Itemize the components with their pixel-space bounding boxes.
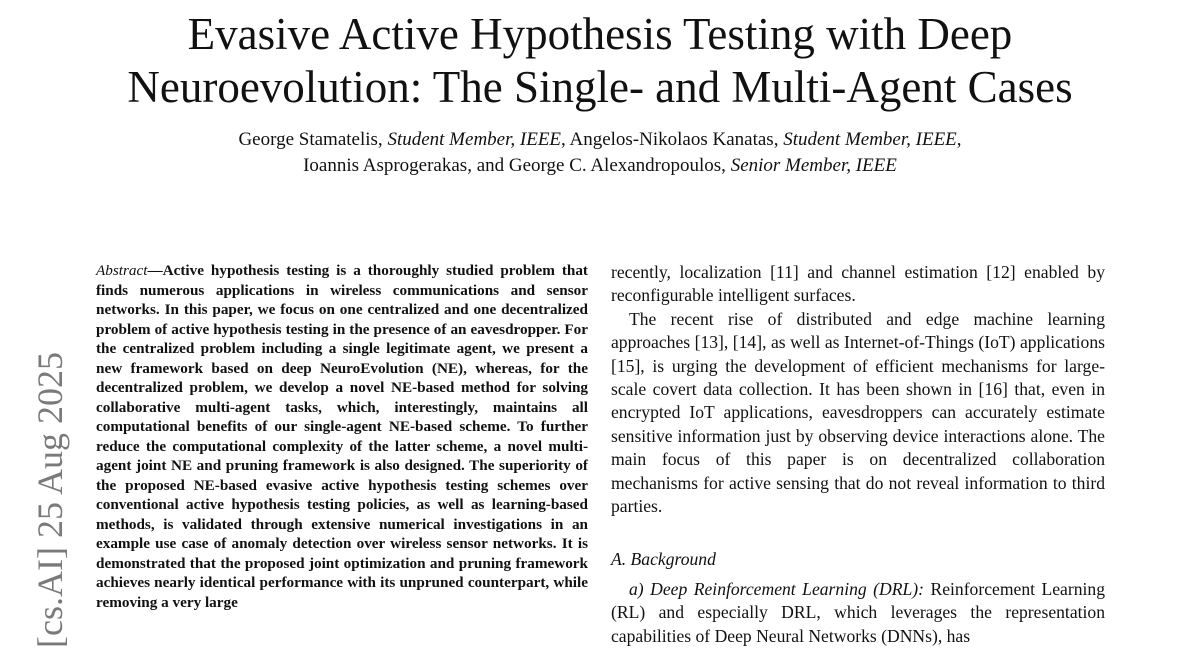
- author-name: George Stamatelis,: [238, 129, 388, 150]
- author-affiliation: Student Member, IEEE: [387, 129, 562, 150]
- author-name: Ioannis Asprogerakas, and George C. Alexandropoulos,: [303, 155, 731, 176]
- subsection-paragraph: [611, 578, 1105, 648]
- author-affiliation: Senior Member, IEEE: [730, 155, 897, 176]
- subsection-label: a) Deep Reinforcement Learning (DRL):: [629, 578, 924, 599]
- section-heading-background: A. Background: [611, 549, 716, 570]
- author-separator: ,: [956, 129, 962, 150]
- abstract: [96, 261, 588, 612]
- right-column: [611, 261, 1105, 648]
- title-line-1: Evasive Active Hypothesis Testing with Deep: [187, 9, 1013, 59]
- title-line-2: Neuroevolution: The Single- and Multi-Agent Cases: [127, 62, 1073, 112]
- author-list: [0, 127, 1200, 179]
- author-name: Angelos-Nikolaos Kanatas,: [569, 129, 784, 150]
- paper-title: [0, 8, 1200, 114]
- subsection-text: Reinforcement Learning (RL) and especially DRL, which leverages the representation capabilities of Deep Neural Networks (DNNs), has: [611, 578, 1105, 646]
- author-affiliation: Student Member, IEEE: [783, 129, 957, 150]
- arxiv-side-stamp: [cs.AI] 25 Aug 2025: [30, 352, 70, 648]
- abstract-label: Abstract: [96, 262, 148, 279]
- abstract-text: —Active hypothesis testing is a thoroughly studied problem that finds numerous applications in wireless communications and sensor networks. In this paper, we focus on one centralized and one decentralized problem of active hypothesis testing in the presence of an eavesdropper. For the centralized problem including a single legitimate agent, we present a new framework based on deep NeuroEvolution (NE), whereas, for the decentralized problem, we develop a novel NE-based method for solving collaborative multi-agent tasks, which, interestingly, maintains all computational benefits of our single-agent NE-based scheme. To further reduce the computational complexity of the latter scheme, a novel multi-agent joint NE and pruning framework is also designed. The superiority of the proposed NE-based evasive active hypothesis testing schemes over conventional active hypothesis testing policies, as well as learning-based methods, is validated through extensive numerical investigations in an example use case of anomaly detection over wireless sensor networks. It is demonstrated that the proposed joint optimization and pruning framework achieves nearly identical performance with its unpruned counterpart, while removing a very large: [96, 262, 588, 611]
- author-separator: ,: [561, 129, 570, 150]
- intro-paragraph: The recent rise of distributed and edge machine learning approaches [13], [14], as well as Internet-of-Things (IoT) applications [15], is urging the development of efficient mechanisms for large-scale covert data collection. It has been shown in [16] that, even in encrypted IoT applications, eavesdroppers can accurately estimate sensitive information just by observing device interactions alone. The main focus of this paper is on decentralized collaboration mechanisms for active sensing that do not reveal information to third parties.: [611, 308, 1105, 517]
- intro-paragraph-continued: recently, localization [11] and channel estimation [12] enabled by reconfigurable intelligent surfaces.: [611, 262, 1105, 306]
